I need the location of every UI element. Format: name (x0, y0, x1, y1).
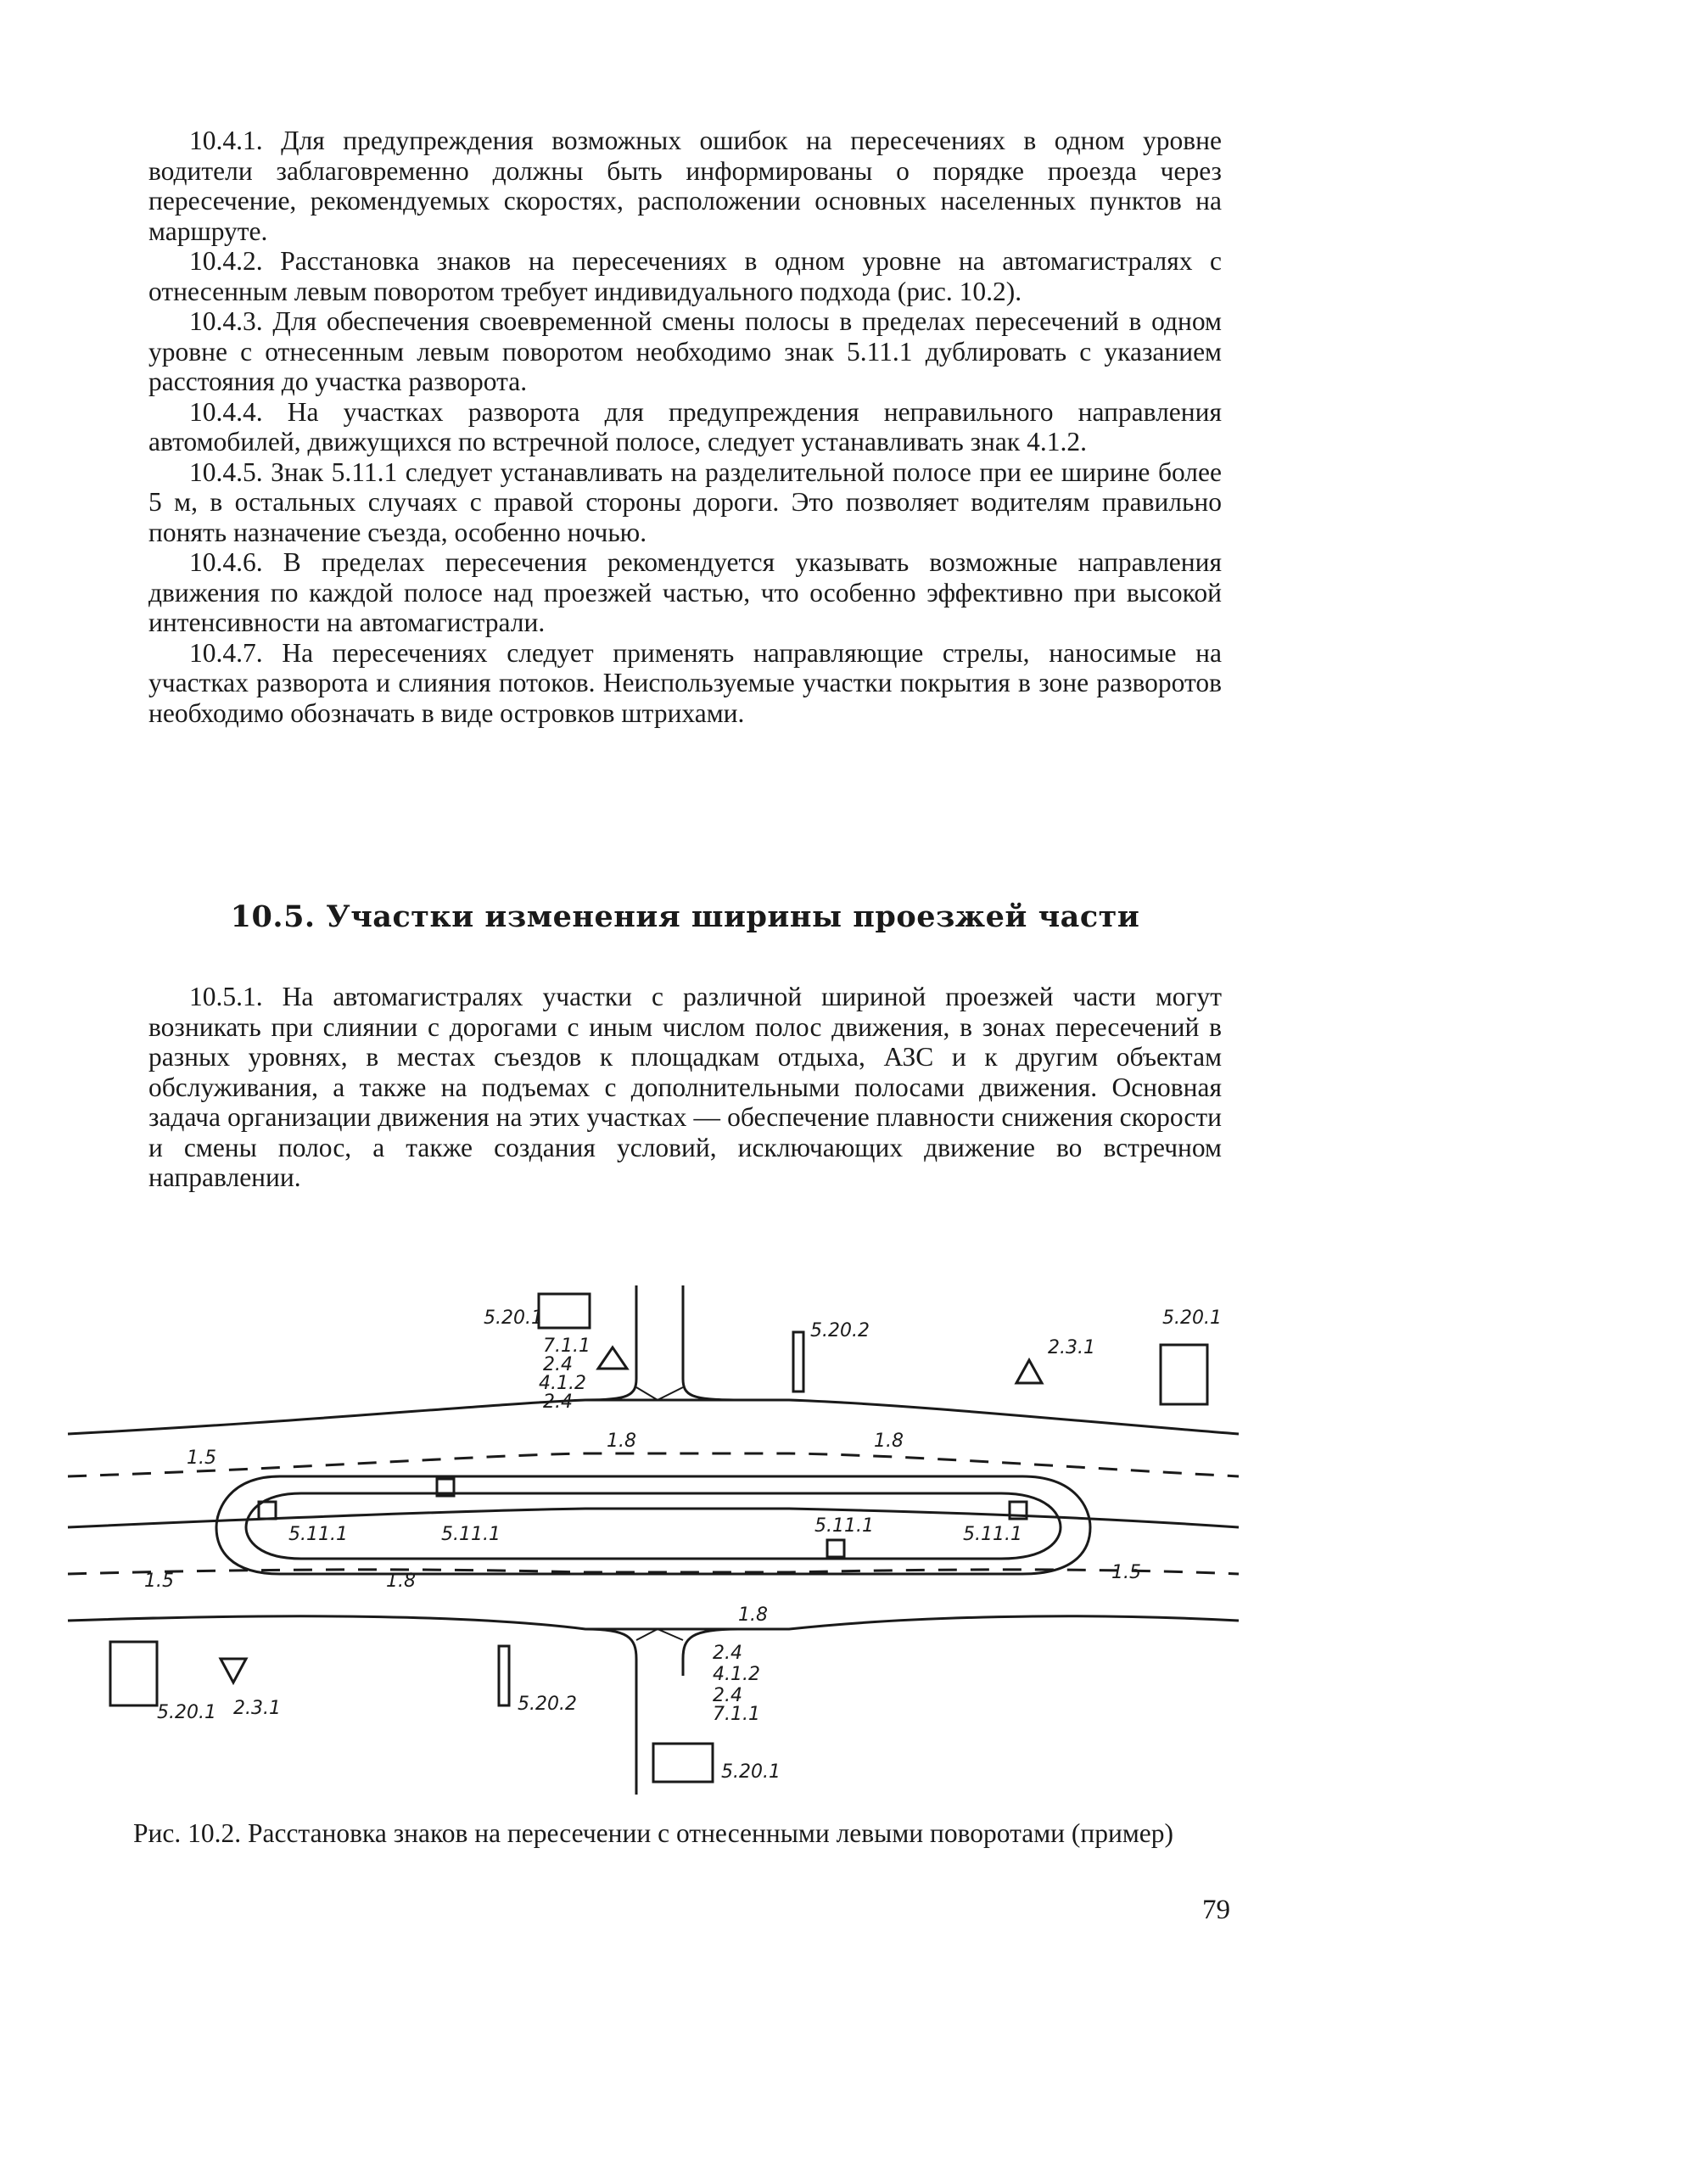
label-5-11-1-c: 5.11.1 (814, 1515, 874, 1537)
hatch-island-top (636, 1387, 683, 1400)
label-1-8-top: 1.8 (607, 1431, 636, 1452)
label-1-8-bottom-b: 1.8 (738, 1604, 768, 1626)
section-heading-10-5: 10.5. Участки изменения ширины проезжей части (230, 899, 1140, 934)
paragraph-10-4-3: 10.4.3. Для обеспечения своевременной смены полосы в пределах пересечений в одном уровне с отнесенным левым поворотом необходимо знак 5.11.1 дублировать с указанием расстояния до участка разворота. (148, 306, 1222, 396)
label-2-4-top-b: 2.4 (543, 1392, 573, 1413)
median-island (246, 1493, 1061, 1559)
figure-caption: Рис. 10.2. Расстановка знаков на пересечении с отнесенными левыми поворотами (пример) (132, 1818, 1173, 1848)
label-5-11-1-a: 5.11.1 (288, 1524, 348, 1545)
label-5-20-2-bottom: 5.20.2 (518, 1694, 577, 1715)
label-4-1-2-bottom: 4.1.2 (713, 1664, 760, 1685)
section-10-4 (148, 126, 1222, 728)
sign-2-3-1-left (221, 1659, 246, 1683)
hatch-island-bottom (636, 1629, 683, 1640)
label-2-4-bottom-a: 2.4 (713, 1643, 742, 1664)
paragraph-10-4-2: 10.4.2. Расстановка знаков на пересечениях в одном уровне на автомагистралях с отнесенным левым поворотом требует индивидуального подхода (рис. 10.2). (148, 246, 1222, 306)
label-2-3-1-left: 2.3.1 (233, 1698, 281, 1719)
paragraph-10-4-6: 10.4.6. В пределах пересечения рекомендуется указывать возможные направления движения по каждой полосе над проезжей частью, что особенно эффективно при высокой интенсивности на автомагистрали. (148, 547, 1222, 637)
label-5-20-1-bottom: 5.20.1 (721, 1761, 781, 1783)
figure-10-2 (59, 1285, 1247, 1795)
label-5-20-1-right: 5.20.1 (1162, 1308, 1222, 1329)
sign-2-3-1-top (1016, 1360, 1042, 1383)
paragraph-10-4-4: 10.4.4. На участках разворота для предупреждения неправильного направления автомобилей, движущихся по встречной полосе, следует устанавливать знак 4.1.2. (148, 396, 1222, 456)
sign-5-20-1-top (539, 1294, 590, 1328)
road-edge-top-inner (68, 1509, 1239, 1527)
sign-5-20-2-bottom (499, 1646, 509, 1705)
paragraph-10-4-1: 10.4.1. Для предупреждения возможных ошибок на пересечениях в одном уровне водители заблаговременно должны быть информированы о порядке проезда через пересечение, рекомендуемых скоростях, расположении основных населенных пунктов на маршруте. (148, 126, 1222, 246)
paragraph-10-4-5: 10.4.5. Знак 5.11.1 следует устанавливать на разделительной полосе при ее ширине более 5 м, в остальных случаях с правой стороны дороги. Это позволяет водителям правильно понять назначение съезда, особенно ночью. (148, 456, 1222, 547)
road-edge-bottom (68, 1616, 1239, 1629)
label-1-5-right: 1.5 (1111, 1562, 1141, 1583)
label-7-1-1-bottom: 7.1.1 (713, 1704, 760, 1725)
label-5-11-1-d: 5.11.1 (963, 1524, 1022, 1545)
label-5-20-2-top: 5.20.2 (810, 1320, 870, 1341)
label-2-3-1-top: 2.3.1 (1048, 1337, 1095, 1358)
sign-5-11-1-c (827, 1540, 844, 1557)
label-2-4-bottom-b: 2.4 (713, 1685, 742, 1706)
lane-line-top (68, 1453, 1239, 1476)
label-1-8-bottom-a: 1.8 (386, 1571, 416, 1592)
label-2-4-top-a: 2.4 (543, 1354, 573, 1375)
label-7-1-1-top: 7.1.1 (543, 1336, 591, 1357)
label-1-5-bottom: 1.5 (144, 1571, 174, 1592)
sign-5-20-2-top (793, 1332, 803, 1392)
sign-5-20-1-right (1161, 1345, 1207, 1404)
label-4-1-2-top: 4.1.2 (539, 1373, 586, 1394)
paragraph-10-5-1: 10.5.1. На автомагистралях участки с различной шириной проезжей части могут возникать при слиянии с дорогами с иным числом полос движения, в зонах пересечений в разных уровнях, в местах съездов к площадкам отдыха, АЗС и к другим объектам обслуживания, а также на подъемах с дополнительными полосами движения. Основная задача организации движения на этих участках — обеспечение плавности снижения скорости и смены полос, а также создания условий, исключающих движение во встречном направлении. (148, 982, 1222, 1192)
paragraph-10-4-7: 10.4.7. На пересечениях следует применять направляющие стрелы, наносимые на участках разворота и слияния потоков. Неиспользуемые участки покрытия в зоне разворотов необходимо обозначать в виде островков штрихами. (148, 637, 1222, 728)
section-10-5 (148, 982, 1222, 1193)
sign-5-20-1-bottom (653, 1744, 713, 1782)
label-1-8-right: 1.8 (874, 1431, 904, 1452)
label-1-5-left: 1.5 (187, 1448, 216, 1469)
sign-2-4-top (598, 1347, 627, 1369)
label-5-11-1-b: 5.11.1 (441, 1524, 501, 1545)
intersection-diagram (59, 1285, 1247, 1795)
label-5-20-1-top: 5.20.1 (484, 1308, 543, 1329)
road-edge-top (68, 1400, 1239, 1434)
page-number: 79 (1202, 1895, 1230, 1925)
label-5-20-1-left: 5.20.1 (157, 1702, 216, 1723)
side-road-top-left (585, 1285, 636, 1400)
side-road-bottom-left (585, 1629, 636, 1795)
side-road-top-right (683, 1285, 738, 1400)
sign-5-20-1-left (110, 1642, 157, 1705)
